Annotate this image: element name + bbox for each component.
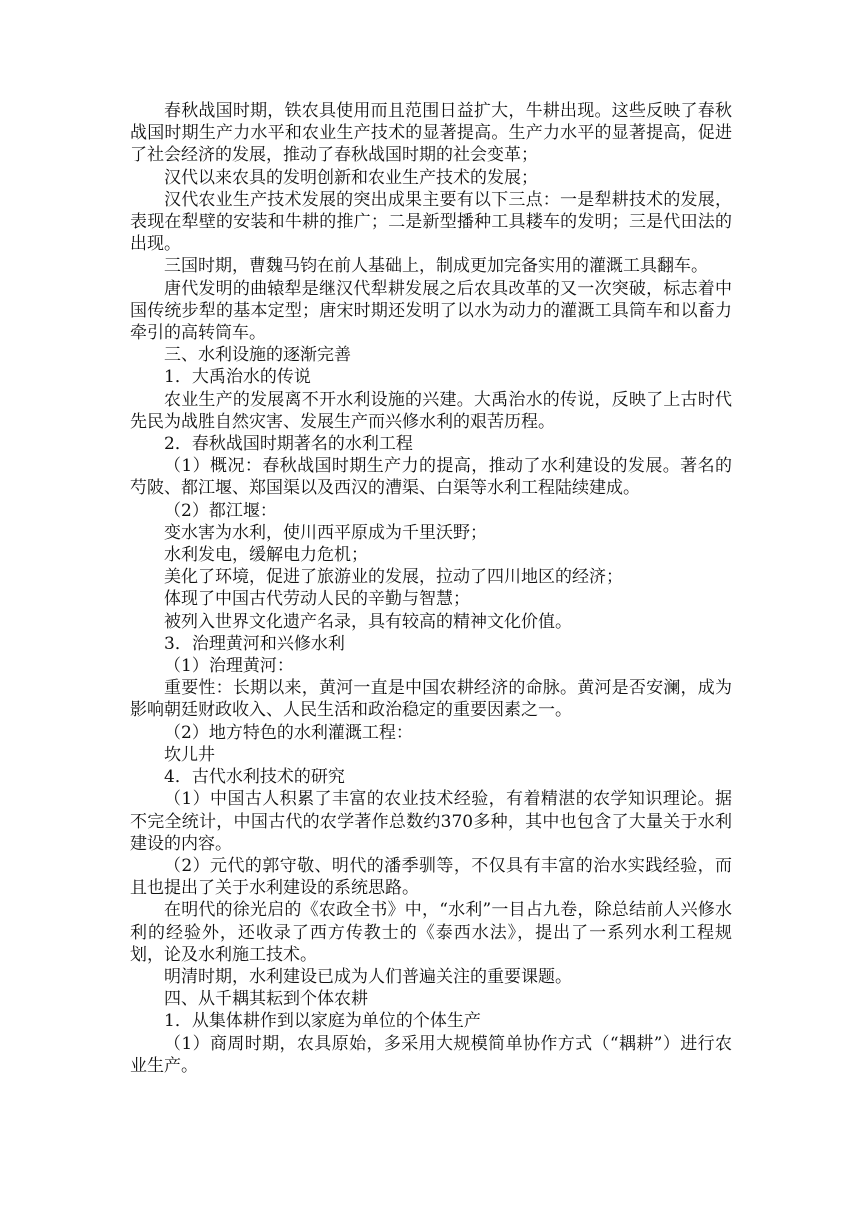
list-item: 变水害为水利，使川西平原成为千里沃野； bbox=[164, 522, 487, 543]
subsection-heading: 4．古代水利技术的研究 bbox=[164, 767, 345, 788]
subsection-heading: 2．春秋战国时期著名的水利工程 bbox=[164, 434, 413, 455]
paragraph: 农业生产的发展离不开水利设施的兴建。大禹治水的传说，反映了上古时代先民为战胜自然灾害、发展生产而兴修水利的艰苦历程。 bbox=[130, 389, 732, 432]
list-item: 坎儿井 bbox=[164, 744, 215, 765]
paragraph: 春秋战国时期，铁农具使用而且范围日益扩大，牛耕出现。这些反映了春秋战国时期生产力水平和农业生产技术的显著提高。生产力水平的显著提高，促进了社会经济的发展，推动了春秋战国时期的社会变革； bbox=[130, 101, 732, 166]
paragraph: （1）概况：春秋战国时期生产力的提高，推动了水利建设的发展。著名的芍陂、都江堰、郑国渠以及西汉的漕渠、白渠等水利工程陆续建成。 bbox=[130, 456, 732, 499]
subsection-heading: 1．大禹治水的传说 bbox=[164, 367, 311, 388]
paragraph: 明清时期，水利建设已成为人们普遍关注的重要课题。 bbox=[164, 966, 572, 987]
paragraph: 三国时期，曹魏马钧在前人基础上，制成更加完备实用的灌溉工具翻车。 bbox=[164, 256, 708, 277]
list-heading: （1）治理黄河： bbox=[164, 656, 294, 677]
paragraph: （2）元代的郭守敬、明代的潘季驯等，不仅具有丰富的治水实践经验，而且也提出了关于水利建设的系统思路。 bbox=[130, 855, 732, 899]
subsection-heading: 3．治理黄河和兴修水利 bbox=[164, 633, 345, 654]
document-body bbox=[130, 100, 732, 1077]
list-heading: （2）地方特色的水利灌溉工程： bbox=[164, 722, 413, 743]
paragraph: （1）商周时期，农具原始，多采用大规模简单协作方式（“耦耕”）进行农业生产。 bbox=[130, 1033, 732, 1076]
paragraph: 在明代的徐光启的《农政全书》中，“水利”一目占九卷，除总结前人兴修水利的经验外，还收录了西方传教士的《泰西水法》，提出了一系列水利工程规划，论及水利施工技术。 bbox=[130, 900, 732, 965]
list-item: 被列入世界文化遗产名录，具有较高的精神文化价值。 bbox=[164, 611, 572, 632]
list-item: 美化了环境，促进了旅游业的发展，拉动了四川地区的经济； bbox=[164, 567, 623, 588]
subsection-heading: 1．从集体耕作到以家庭为单位的个体生产 bbox=[164, 1011, 481, 1032]
paragraph: 汉代以来农具的发明创新和农业生产技术的发展； bbox=[164, 167, 538, 188]
list-item: 体现了中国古代劳动人民的辛勤与智慧； bbox=[164, 589, 470, 610]
paragraph: （1）中国古人积累了丰富的农业技术经验，有着精湛的农学知识理论。据不完全统计，中国古代的农学著作总数约370多种，其中也包含了大量关于水利建设的内容。 bbox=[130, 789, 732, 854]
paragraph: 唐代发明的曲辕犁是继汉代犁耕发展之后农具改革的又一次突破，标志着中国传统步犁的基本定型；唐宋时期还发明了以水为动力的灌溉工具筒车和以畜力牵引的高转筒车。 bbox=[130, 278, 732, 344]
section-heading: 四、从千耦其耘到个体农耕 bbox=[164, 989, 368, 1010]
list-item: 水利发电，缓解电力危机； bbox=[164, 545, 368, 566]
list-heading: （2）都江堰： bbox=[164, 500, 277, 521]
section-heading: 三、水利设施的逐渐完善 bbox=[164, 345, 351, 366]
paragraph: 重要性：长期以来，黄河一直是中国农耕经济的命脉。黄河是否安澜，成为影响朝廷财政收入、人民生活和政治稳定的重要因素之一。 bbox=[130, 678, 732, 721]
paragraph: 汉代农业生产技术发展的突出成果主要有以下三点：一是犁耕技术的发展，表现在犁壁的安装和牛耕的推广；二是新型播种工具耧车的发明；三是代田法的出现。 bbox=[130, 189, 732, 255]
